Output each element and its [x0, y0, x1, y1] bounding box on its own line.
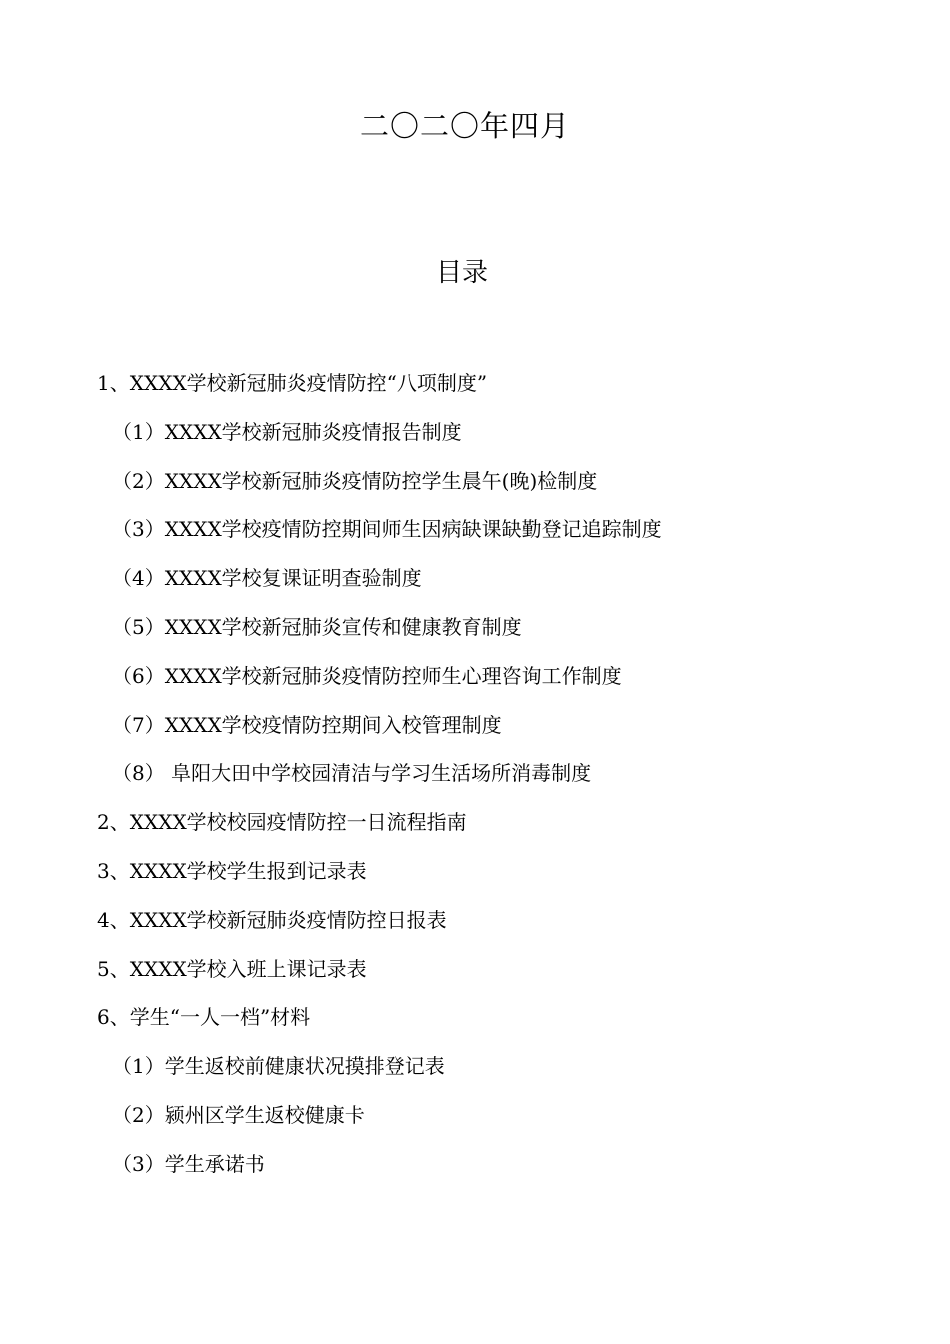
toc-subentry: （3）学生承诺书: [112, 1151, 265, 1176]
toc-subentry: （2）颍州区学生返校健康卡: [112, 1102, 365, 1127]
table-of-contents: [0, 359, 950, 1189]
toc-subentry: （2）XXXX学校新冠肺炎疫情防控学生晨午(晚)检制度: [112, 468, 598, 493]
toc-entry: 5、XXXX学校入班上课记录表: [97, 956, 367, 981]
toc-subentry: （6）XXXX学校新冠肺炎疫情防控师生心理咨询工作制度: [112, 663, 622, 688]
toc-subentry: （1）学生返校前健康状况摸排登记表: [112, 1054, 445, 1079]
toc-entry: 6、学生“一人一档”材料: [97, 1005, 311, 1030]
toc-heading: 目录: [435, 258, 488, 288]
toc-subentry: （1）XXXX学校新冠肺炎疫情报告制度: [112, 419, 462, 444]
toc-subentry: （8） 阜阳大田中学校园清洁与学习生活场所消毒制度: [112, 761, 592, 786]
toc-entry: 3、XXXX学校学生报到记录表: [97, 858, 367, 883]
toc-subentry: （5）XXXX学校新冠肺炎宣传和健康教育制度: [112, 614, 522, 639]
toc-subentry: （4）XXXX学校复课证明查验制度: [112, 566, 422, 591]
date-heading: 二〇二〇年四月: [359, 109, 570, 143]
toc-entry: 4、XXXX学校新冠肺炎疫情防控日报表: [97, 907, 447, 932]
toc-entry: 2、XXXX学校校园疫情防控一日流程指南: [97, 810, 467, 835]
toc-subentry: （3）XXXX学校疫情防控期间师生因病缺课缺勤登记追踪制度: [112, 517, 662, 542]
toc-subentry: （7）XXXX学校疫情防控期间入校管理制度: [112, 712, 502, 737]
toc-entry: 1、XXXX学校新冠肺炎疫情防控“八项制度”: [97, 371, 488, 395]
